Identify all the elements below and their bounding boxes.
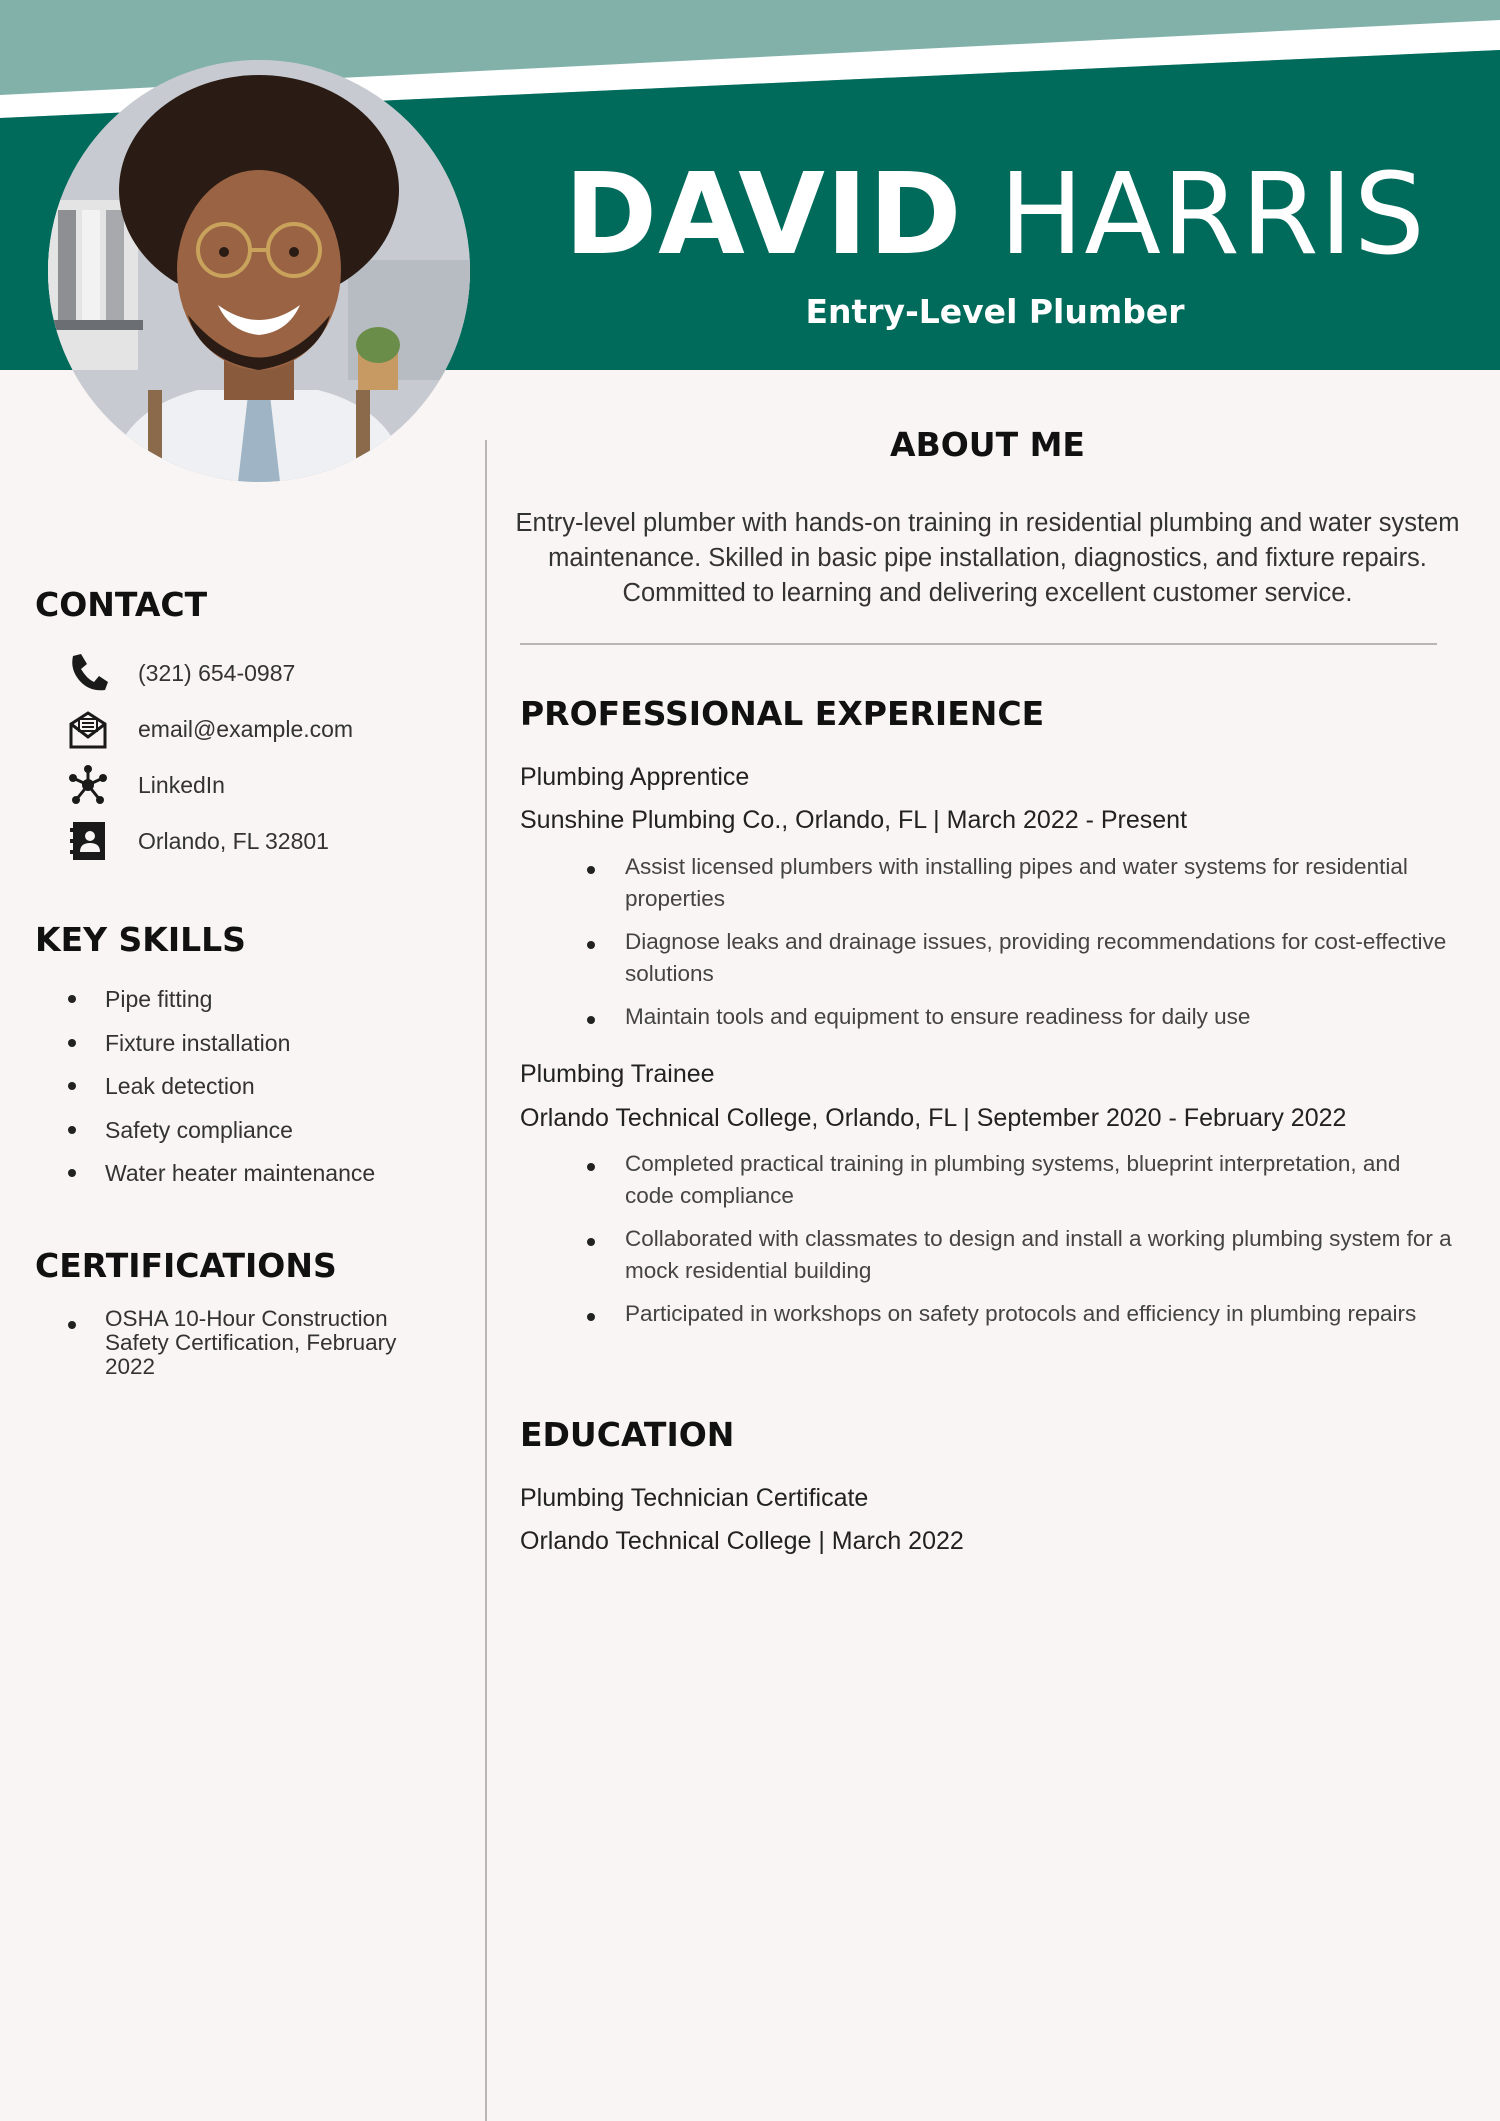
experience-heading: PROFESSIONAL EXPERIENCE [520, 694, 1045, 733]
skill-item: Safety compliance [0, 1113, 375, 1157]
job-2-title: Plumbing Trainee [520, 1060, 715, 1088]
job-bullet: Participated in workshops on safety protocols and efficiency in plumbing repairs [520, 1298, 1455, 1330]
skill-item: Pipe fitting [0, 982, 375, 1026]
contact-email-text: email@example.com [138, 715, 354, 742]
job-bullet: Maintain tools and equipment to ensure readiness for daily use [520, 1001, 1455, 1033]
about-heading: ABOUT ME [890, 425, 1085, 464]
first-name: DAVID [564, 150, 963, 280]
contact-phone [65, 650, 295, 696]
job-title: Entry-Level Plumber [805, 292, 1185, 331]
job-1-bullets [520, 851, 1455, 1044]
certifications-list [0, 1307, 415, 1379]
education-school: Orlando Technical College | March 2022 [520, 1527, 964, 1555]
envelope-icon [65, 706, 111, 752]
contact-linkedin-text: LinkedIn [138, 771, 225, 798]
education-heading: EDUCATION [520, 1415, 735, 1454]
contact-heading: CONTACT [35, 585, 208, 624]
skills-heading: KEY SKILLS [35, 920, 246, 959]
job-bullet: Collaborated with classmates to design and install a working plumbing system for a mock residential building [520, 1223, 1455, 1287]
contact-phone-text: (321) 654-0987 [138, 659, 296, 686]
contact-address [65, 818, 329, 864]
profile-photo [48, 60, 470, 482]
education-degree: Plumbing Technician Certificate [520, 1484, 869, 1512]
phone-icon [65, 650, 111, 696]
job-1-title: Plumbing Apprentice [520, 763, 750, 791]
contact-email [65, 706, 353, 752]
contact-linkedin [65, 762, 225, 808]
skill-item: Fixture installation [0, 1026, 375, 1070]
certifications-heading: CERTIFICATIONS [35, 1246, 337, 1285]
about-divider [520, 643, 1437, 645]
address-book-icon [65, 818, 111, 864]
job-bullet: Assist licensed plumbers with installing pipes and water systems for residential properties [520, 851, 1455, 915]
job-1-meta: Sunshine Plumbing Co., Orlando, FL | March 2022 - Present [520, 806, 1188, 834]
skill-item: Leak detection [0, 1069, 375, 1113]
job-2-bullets [520, 1148, 1455, 1341]
certification-item: OSHA 10-Hour Construction Safety Certification, February 2022 [0, 1307, 415, 1379]
job-2-meta: Orlando Technical College, Orlando, FL | September 2020 - February 2022 [520, 1104, 1347, 1132]
skills-list [0, 982, 375, 1200]
skill-item: Water heater maintenance [0, 1156, 375, 1200]
last-name: HARRIS [999, 150, 1426, 280]
job-bullet: Completed practical training in plumbing systems, blueprint interpretation, and code compliance [520, 1148, 1455, 1212]
contact-address-text: Orlando, FL 32801 [138, 827, 329, 854]
network-icon [65, 762, 111, 808]
column-divider [485, 440, 487, 2121]
candidate-name [560, 150, 1430, 280]
about-text: Entry-level plumber with hands-on training in residential plumbing and water system maintenance. Skilled in basic pipe installation, diagnostics, and fixture repairs. Committed to learning and delivering excellent customer service. [515, 509, 1460, 607]
job-bullet: Diagnose leaks and drainage issues, providing recommendations for cost-effective solutions [520, 926, 1455, 990]
